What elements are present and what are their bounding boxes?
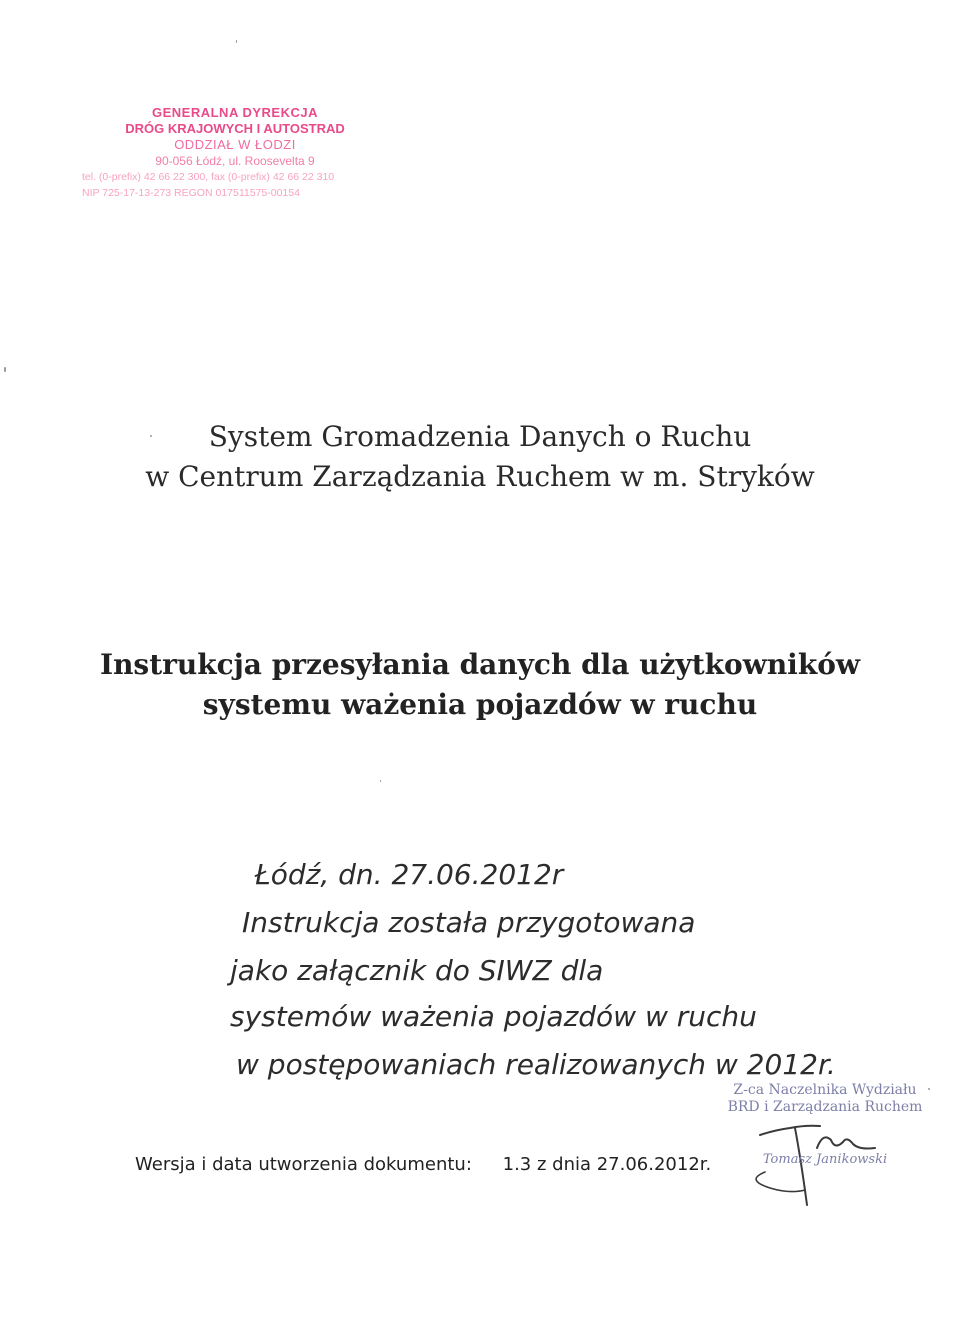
stamp-line-4: 90-056 Łódź, ul. Roosevelta 9 [155, 154, 315, 168]
handwritten-line-2: Instrukcja została przygotowana [242, 906, 696, 939]
scan-speck [150, 435, 152, 437]
signature-stamp-line-2: BRD i Zarządzania Ruchem [727, 1099, 923, 1115]
signature-name: Tomasz Janikowski [762, 1152, 888, 1167]
document-title-line-2: systemu ważenia pojazdów w ruchu [202, 688, 758, 721]
stamp-line-1: GENERALNA DYREKCJA [152, 105, 318, 120]
handwritten-note [230, 850, 940, 1080]
scan-speck [4, 367, 6, 372]
handwritten-line-4: systemów ważenia pojazdów w ruchu [230, 1000, 757, 1033]
system-title [0, 417, 960, 497]
version-value: 1.3 z dnia 27.06.2012r. [502, 1154, 712, 1175]
document-title-line-1: Instrukcja przesyłania danych dla użytkowników [99, 648, 861, 681]
system-title-line-2: w Centrum Zarządzania Ruchem w m. Stryków [145, 460, 815, 493]
stamp-line-2: DRÓG KRAJOWYCH I AUTOSTRAD [125, 121, 345, 136]
office-stamp [70, 105, 400, 201]
document-title [0, 645, 960, 725]
scan-speck [236, 40, 237, 43]
version-info [135, 1154, 711, 1175]
version-label: Wersja i data utworzenia dokumentu: [135, 1154, 472, 1175]
stamp-line-6: NIP 725-17-13-273 REGON 017511575-00154 [82, 187, 300, 199]
scan-speck [380, 780, 381, 782]
handwritten-line-5: w postępowaniach realizowanych w 2012r. [236, 1048, 836, 1081]
handwritten-line-1: Łódź, dn. 27.06.2012r [255, 858, 564, 891]
signature-stamp-line-1: Z-ca Naczelnika Wydziału [733, 1082, 917, 1098]
handwritten-line-3: jako załącznik do SIWZ dla [230, 954, 604, 987]
stamp-line-3: ODDZIAŁ W ŁODZI [174, 137, 296, 152]
system-title-line-1: System Gromadzenia Danych o Ruchu [208, 420, 752, 453]
stamp-line-5: tel. (0-prefix) 42 66 22 300, fax (0-prefix) 42 66 22 310 [82, 171, 335, 183]
scan-speck [928, 1088, 930, 1090]
